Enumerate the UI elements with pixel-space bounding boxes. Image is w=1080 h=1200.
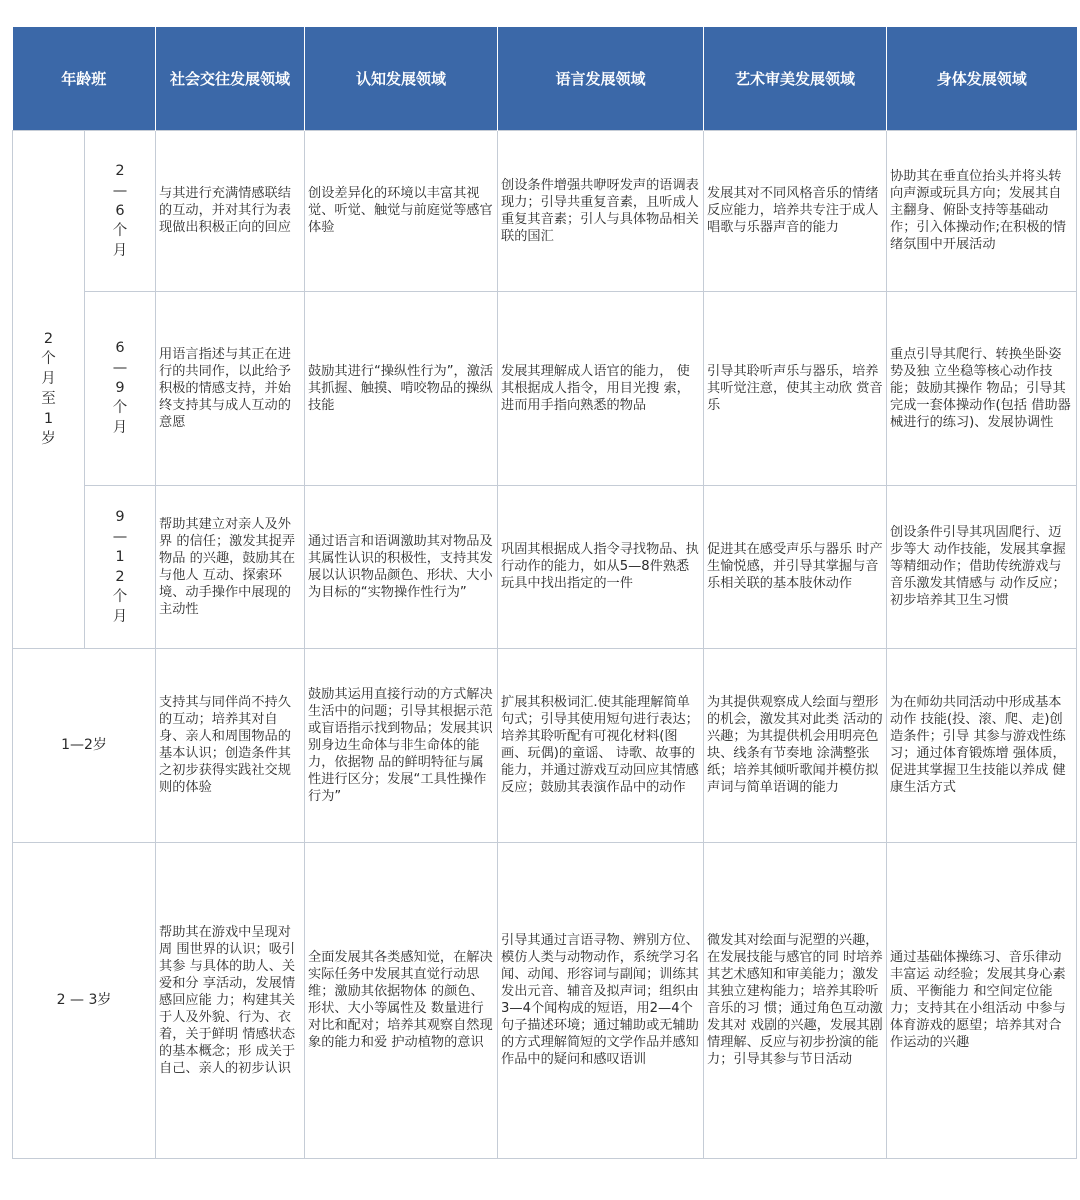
social-cell: 支持其与同伴尚不持久的互动；培养其对自身、亲人和周围物品的基本认识；创造条件其之初步获得实践社交规则的体验 xyxy=(156,648,305,842)
age-subgroup xyxy=(85,485,156,648)
header-age-group: 年龄班 xyxy=(13,27,156,130)
physical-cell: 为在师幼共同活动中形成基本动作 技能(投、滚、爬、走)创造条件；引导 其参与游戏性练习；通过体育锻炼增 强体质，促进其掌握卫生技能以养成 健康生活方式 xyxy=(887,648,1077,842)
age-group-one-two: 1—2岁 xyxy=(13,648,156,842)
table-row xyxy=(13,648,1077,842)
age-subgroup-label: 6—9个月 xyxy=(112,340,128,436)
art-cell: 发展其对不同风格音乐的情绪反应能力，培养共专注于成人唱歌与乐器声音的能力 xyxy=(704,130,887,291)
art-cell: 促进其在感受声乐与器乐 时产生愉悦感，并引导其掌掘与音乐相关联的基本肢休动作 xyxy=(704,485,887,648)
language-cell: 创设条件增强共咿呀发声的语调表现力；引导共重复音素，且听成人重复其音素；引人与具体物品相关联的国汇 xyxy=(498,130,704,291)
cognitive-cell: 通过语言和语调激助其对物品及其属性认识的积极性，支持其发展以认识物品颜色、形状、大小为目标的“实物操作性行为” xyxy=(305,485,498,648)
art-cell: 微发其对绘面与泥塑的兴趣，在发展技能与感官的同 时培养其艺术感知和审美能力；激发其独立建构能力；培养其聆听音乐的习 惯；通过角色互动激发其对 戏剧的兴趣，发展其剧情理解、反应与初步扮演的能 力；引导其参与节日活动 xyxy=(704,842,887,1158)
language-cell: 巩固其根据成人指令寻找物品、执行动作的能力，如从5—8件熟悉玩具中找出指定的一件 xyxy=(498,485,704,648)
header-art: 艺术审美发展领域 xyxy=(704,27,887,130)
curriculum-table xyxy=(12,27,1077,1159)
table-row xyxy=(13,842,1077,1158)
language-cell: 发展其理解成人语官的能力， 使其根据成人指令，用目光搜 索，进而用手指向熟悉的物品 xyxy=(498,291,704,485)
header-physical: 身体发展领域 xyxy=(887,27,1077,130)
language-cell: 引导其通过言语寻物、辨别方位、模仿人类与动物动作，系统学习名闻、动闻、形容词与副闻；训练其发出元音、辅音及拟声词；组织由3—4个闻构成的短语，用2—4个句子描述环境；通过辅助或无辅助的方式理解简短的文学作品并感知作品中的疑问和感叹语训 xyxy=(498,842,704,1158)
age-group-infant-label: 2个月至1岁 xyxy=(41,331,56,447)
header-social: 社会交往发展领域 xyxy=(156,27,305,130)
header-cognitive: 认知发展领域 xyxy=(305,27,498,130)
age-group-infant xyxy=(13,130,85,648)
cognitive-cell: 鼓励其运用直接行动的方式解决生活中的问题；引导其根据示范或盲语指示找到物品；发展其识别身边生命体与非生命体的能力，依据物 品的鲜明特征与属性进行区分；发展“工具性操作行为” xyxy=(305,648,498,842)
header-language: 语言发展领域 xyxy=(498,27,704,130)
age-subgroup xyxy=(85,130,156,291)
cognitive-cell: 鼓励其进行“操纵性行为”，激活其抓握、触摸、啃咬物品的操纵技能 xyxy=(305,291,498,485)
age-group-two-three: 2 — 3岁 xyxy=(13,842,156,1158)
social-cell: 用语言指述与其正在进行的共同作，以此给予积极的情感支持，并始终支持其与成人互动的意愿 xyxy=(156,291,305,485)
header-row xyxy=(13,27,1077,130)
cognitive-cell: 创设差异化的环境以丰富其视觉、听觉、触觉与前庭觉等感官体验 xyxy=(305,130,498,291)
age-subgroup-label: 9—12个月 xyxy=(112,508,128,625)
physical-cell: 创设条件引导其巩固爬行、迈步等大 动作技能，发展其拿握等精细动作；借助传统游戏与音乐激发其情感与 动作反应；初步培养其卫生习惯 xyxy=(887,485,1077,648)
language-cell: 扩展其积极词汇.使其能理解简单句式；引导其使用短句进行表达；培养其聆听配有可视化材料(图画、玩偶)的童谣、 诗歌、故事的能力，并通过游戏互动回应其情感反应；鼓励其表演作品中的动作 xyxy=(498,648,704,842)
table-row xyxy=(13,291,1077,485)
physical-cell: 重点引导其爬行、转换坐卧姿势及独 立坐稳等核心动作技能；鼓励其操作 物品；引导其完成一套体操动作(包括 借助器械进行的练习)、发展协调性 xyxy=(887,291,1077,485)
age-subgroup-label: 2—6个月 xyxy=(112,162,128,259)
art-cell: 为其提供观察成人绘面与塑形的机会，激发其对此类 活动的兴趣；为其提供机会用明亮色块、线条有节奏地 涂满整张纸；培养其倾听歌闻并模仿拟声词与简单语调的能力 xyxy=(704,648,887,842)
art-cell: 引导其聆听声乐与器乐，培养其听觉注意，使其主动欣 赏音乐 xyxy=(704,291,887,485)
social-cell: 帮助其建立对亲人及外界 的信任；激发其捉弄物品 的兴趣，鼓励其在与他人 互动、探索环境、动手操作中展现的主动性 xyxy=(156,485,305,648)
table-row xyxy=(13,130,1077,291)
age-subgroup xyxy=(85,291,156,485)
cognitive-cell: 全面发展其各类感知觉，在解决实际任务中发展其直觉行动思维；激励其依据物体 的颜色、形状、大小等属性及 数量进行对比和配对；培养其观察自然现象的能力和爱 护动植物的意识 xyxy=(305,842,498,1158)
social-cell: 与其进行充满情感联结的互动，并对其行为表现做出积极正向的回应 xyxy=(156,130,305,291)
physical-cell: 协助其在垂直位抬头并将头转向声源或玩具方向；发展其自主翻身、俯卧支持等基础动作；引入体操动作;在积极的情绪氛围中开展活动 xyxy=(887,130,1077,291)
table-row xyxy=(13,485,1077,648)
social-cell: 帮助其在游戏中呈现对周 围世界的认识；吸引其参 与具体的助人、关爱和分 享活动，发展情感回应能 力；构建其关于人及外貌、行为、衣着，关于鲜明 情感状态的基本概念；形 成关于自己、亲人的初步认识 xyxy=(156,842,305,1158)
physical-cell: 通过基础体操练习、音乐律动丰富运 动经验；发展其身心素质、平衡能力 和空间定位能力；支持其在小组活动 中参与体育游戏的愿望；培养其对合 作运动的兴趣 xyxy=(887,842,1077,1158)
